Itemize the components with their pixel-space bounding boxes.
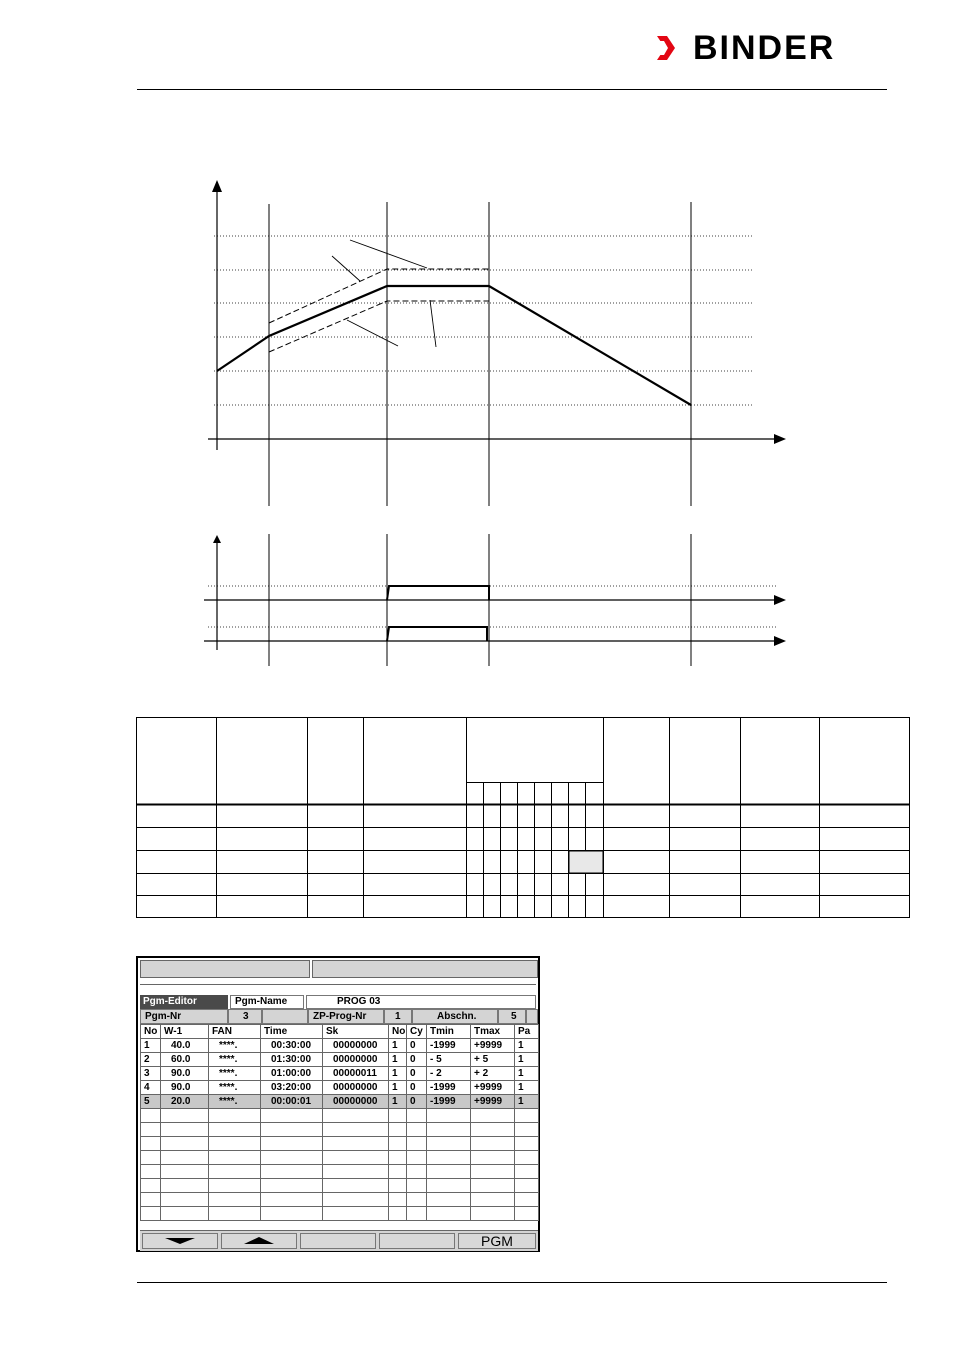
pgm-button-label: PGM (481, 1233, 513, 1249)
table-cell[interactable]: -1999 (427, 1081, 471, 1095)
table-cell[interactable] (323, 1109, 389, 1123)
table-cell[interactable] (261, 1179, 323, 1193)
table-row-empty[interactable] (141, 1179, 539, 1193)
segment-table (140, 1024, 538, 1224)
pgm-name-label: Pgm-Name (230, 995, 304, 1009)
table-cell[interactable] (209, 1179, 261, 1193)
table-cell[interactable]: -1999 (427, 1095, 471, 1109)
table-cell[interactable]: - 5 (427, 1053, 471, 1067)
table-cell[interactable] (515, 1151, 539, 1165)
table-row-empty[interactable] (141, 1165, 539, 1179)
table-cell[interactable] (389, 1207, 407, 1221)
table-cell[interactable]: 1 (389, 1095, 407, 1109)
column-header: Cy (407, 1025, 427, 1039)
table-cell[interactable] (427, 1193, 471, 1207)
table-cell[interactable] (407, 1109, 427, 1123)
table-cell[interactable]: 00000000 (323, 1039, 389, 1053)
table-cell[interactable]: 1 (515, 1053, 539, 1067)
tolerance-band (269, 269, 489, 352)
table-cell[interactable] (471, 1137, 515, 1151)
table-cell[interactable] (471, 1179, 515, 1193)
table-cell[interactable] (261, 1151, 323, 1165)
table-cell[interactable] (141, 1151, 161, 1165)
table-cell[interactable]: 3 (141, 1067, 161, 1081)
program-table-empty (136, 717, 910, 918)
table-cell[interactable]: ****. (209, 1081, 261, 1095)
table-cell[interactable] (471, 1193, 515, 1207)
table-cell[interactable] (261, 1165, 323, 1179)
arrow-down-icon (165, 1234, 195, 1246)
channel-2-arrow-icon (774, 636, 786, 646)
table-row-empty[interactable] (141, 1151, 539, 1165)
table-cell[interactable] (141, 1123, 161, 1137)
table-cell[interactable] (323, 1179, 389, 1193)
table-row[interactable] (141, 1081, 539, 1095)
table-row-empty[interactable] (141, 1193, 539, 1207)
column-header: W-1 (161, 1025, 209, 1039)
table-cell[interactable]: 1 (515, 1095, 539, 1109)
table-cell[interactable] (471, 1207, 515, 1221)
table-cell[interactable] (515, 1179, 539, 1193)
table-cell[interactable] (515, 1137, 539, 1151)
table-cell[interactable] (323, 1137, 389, 1151)
brand-name: BINDER (693, 29, 836, 67)
table-cell[interactable]: 00000000 (323, 1053, 389, 1067)
table-cell[interactable] (209, 1193, 261, 1207)
table-row[interactable] (141, 1053, 539, 1067)
table-cell[interactable] (515, 1165, 539, 1179)
table-row[interactable] (141, 1039, 539, 1053)
table-cell[interactable] (141, 1137, 161, 1151)
pgm-nr-field[interactable]: 3 (228, 1009, 262, 1024)
table-cell[interactable]: -1999 (427, 1039, 471, 1053)
table-cell[interactable]: 40.0 (161, 1039, 209, 1053)
table-cell[interactable]: + 5 (471, 1053, 515, 1067)
table-cell[interactable]: 00000000 (323, 1095, 389, 1109)
table-cell[interactable] (389, 1123, 407, 1137)
table-cell[interactable] (161, 1165, 209, 1179)
table-cell[interactable]: +9999 (471, 1081, 515, 1095)
table-cell[interactable]: 1 (389, 1081, 407, 1095)
table-cell[interactable]: ****. (209, 1039, 261, 1053)
column-header: Tmax (471, 1025, 515, 1039)
table-cell[interactable] (323, 1193, 389, 1207)
table-cell[interactable]: 60.0 (161, 1053, 209, 1067)
table-cell[interactable] (389, 1179, 407, 1193)
table-cell[interactable] (407, 1137, 427, 1151)
table-row-empty[interactable] (141, 1207, 539, 1221)
table-row-empty[interactable] (141, 1137, 539, 1151)
title-bar-left (140, 960, 310, 978)
table-cell[interactable] (515, 1109, 539, 1123)
program-editor-screen (136, 956, 540, 1252)
table-cell[interactable] (161, 1109, 209, 1123)
table-cell[interactable]: 5 (141, 1095, 161, 1109)
pgm-button[interactable] (458, 1233, 536, 1249)
table-shaded-cell (569, 851, 603, 873)
table-cell[interactable]: 0 (407, 1039, 427, 1053)
table-cell[interactable]: 90.0 (161, 1081, 209, 1095)
table-cell[interactable] (389, 1151, 407, 1165)
table-cell[interactable] (141, 1165, 161, 1179)
title-bar-right (312, 960, 538, 978)
table-cell[interactable] (141, 1179, 161, 1193)
table-cell[interactable]: 1 (515, 1039, 539, 1053)
table-cell[interactable] (261, 1193, 323, 1207)
column-header: Pa (515, 1025, 539, 1039)
scroll-up-button[interactable] (221, 1233, 297, 1249)
table-cell[interactable]: 00:30:00 (261, 1039, 323, 1053)
table-cell[interactable] (209, 1137, 261, 1151)
table-cell[interactable]: 00:00:01 (261, 1095, 323, 1109)
separator (140, 984, 536, 985)
table-cell[interactable] (471, 1165, 515, 1179)
table-cell[interactable] (515, 1123, 539, 1137)
column-header: Time (261, 1025, 323, 1039)
table-cell[interactable] (261, 1109, 323, 1123)
table-cell[interactable]: 1 (389, 1053, 407, 1067)
table-cell[interactable] (323, 1151, 389, 1165)
table-row-empty[interactable] (141, 1123, 539, 1137)
abschn-spacer (526, 1009, 538, 1024)
table-cell[interactable] (389, 1109, 407, 1123)
table-cell[interactable] (427, 1179, 471, 1193)
table-cell[interactable]: + 2 (471, 1067, 515, 1081)
table-cell[interactable] (471, 1109, 515, 1123)
function-button-4[interactable] (379, 1233, 455, 1249)
table-cell[interactable]: 4 (141, 1081, 161, 1095)
table-cell[interactable] (161, 1193, 209, 1207)
table-cell[interactable]: 90.0 (161, 1067, 209, 1081)
table-cell[interactable] (209, 1151, 261, 1165)
column-header: No (389, 1025, 407, 1039)
column-header: FAN (209, 1025, 261, 1039)
table-cell[interactable] (407, 1179, 427, 1193)
table-cell[interactable] (323, 1123, 389, 1137)
switching-channel-diagram (200, 530, 800, 670)
table-cell[interactable] (389, 1165, 407, 1179)
function-button-3[interactable] (300, 1233, 376, 1249)
table-row[interactable] (141, 1067, 539, 1081)
table-cell[interactable] (427, 1207, 471, 1221)
table-cell[interactable] (407, 1165, 427, 1179)
table-cell[interactable]: ****. (209, 1095, 261, 1109)
table-cell[interactable]: ****. (209, 1053, 261, 1067)
table-cell[interactable]: 01:30:00 (261, 1053, 323, 1067)
pgm-name-field[interactable]: PROG 03 (306, 995, 536, 1009)
setpoint-gridlines (214, 236, 753, 405)
table-cell[interactable]: - 2 (427, 1067, 471, 1081)
channel-1-arrow-icon (774, 595, 786, 605)
table-cell[interactable]: ****. (209, 1067, 261, 1081)
table-cell[interactable] (161, 1207, 209, 1221)
table-cell[interactable]: 1 (141, 1039, 161, 1053)
table-cell[interactable]: 01:00:00 (261, 1067, 323, 1081)
table-cell[interactable] (261, 1137, 323, 1151)
table-cell[interactable] (141, 1109, 161, 1123)
table-cell[interactable] (141, 1207, 161, 1221)
binder-logo (655, 28, 890, 68)
annotation-pointers (332, 240, 436, 347)
table-cell[interactable] (427, 1137, 471, 1151)
table-cell[interactable]: 1 (389, 1039, 407, 1053)
table-cell[interactable] (407, 1193, 427, 1207)
table-cell[interactable] (427, 1123, 471, 1137)
footer-rule (137, 1282, 887, 1283)
table-cell[interactable] (161, 1179, 209, 1193)
zp-prog-nr-label: ZP-Prog-Nr (308, 1009, 384, 1024)
table-cell[interactable]: 00000000 (323, 1081, 389, 1095)
table-cell[interactable]: 1 (389, 1067, 407, 1081)
table-cell[interactable]: 0 (407, 1067, 427, 1081)
table-cell[interactable]: +9999 (471, 1039, 515, 1053)
zp-prog-nr-field[interactable]: 1 (384, 1009, 412, 1024)
table-cell[interactable] (407, 1207, 427, 1221)
table-cell[interactable]: 2 (141, 1053, 161, 1067)
scroll-down-button[interactable] (142, 1233, 218, 1249)
table-row[interactable] (141, 1095, 539, 1109)
table-cell[interactable] (209, 1207, 261, 1221)
abschn-field[interactable]: 5 (498, 1009, 526, 1024)
table-cell[interactable] (427, 1109, 471, 1123)
table-cell[interactable] (161, 1123, 209, 1137)
table-cell[interactable] (515, 1193, 539, 1207)
column-header: Tmin (427, 1025, 471, 1039)
x-axis-arrow-icon (774, 434, 786, 444)
column-header: Sk (323, 1025, 389, 1039)
header-rule (137, 89, 887, 90)
editor-label: Pgm-Editor (140, 995, 228, 1009)
table-cell[interactable] (261, 1207, 323, 1221)
button-bar (140, 1230, 538, 1251)
abschn-label: Abschn. (412, 1009, 498, 1024)
table-cell[interactable] (407, 1151, 427, 1165)
setpoint-profile (217, 286, 691, 405)
table-cell[interactable]: 0 (407, 1053, 427, 1067)
table-cell[interactable] (471, 1151, 515, 1165)
table-cell[interactable] (209, 1165, 261, 1179)
pgm-nr-label: Pgm-Nr (140, 1009, 228, 1024)
table-cell[interactable] (389, 1137, 407, 1151)
channel-1-signal (387, 586, 489, 600)
table-cell[interactable] (389, 1193, 407, 1207)
table-cell[interactable] (161, 1137, 209, 1151)
table-cell[interactable] (209, 1123, 261, 1137)
table-cell[interactable] (323, 1165, 389, 1179)
column-header: No (141, 1025, 161, 1039)
table-cell[interactable] (261, 1123, 323, 1137)
table-cell[interactable]: 0 (407, 1095, 427, 1109)
channel-2-signal (387, 627, 487, 641)
table-cell[interactable] (209, 1109, 261, 1123)
arrow-up-icon (244, 1234, 274, 1246)
pgm-nr-spacer (262, 1009, 308, 1024)
section-lines (269, 202, 691, 506)
table-cell[interactable]: 0 (407, 1081, 427, 1095)
table-cell[interactable]: 00000011 (323, 1067, 389, 1081)
segment-table-header (141, 1025, 539, 1039)
table-cell[interactable] (323, 1207, 389, 1221)
table-cell[interactable]: 1 (515, 1067, 539, 1081)
table-cell[interactable] (427, 1151, 471, 1165)
table-cell[interactable] (471, 1123, 515, 1137)
table-cell[interactable]: 1 (515, 1081, 539, 1095)
table-cell[interactable]: +9999 (471, 1095, 515, 1109)
table-cell[interactable] (141, 1193, 161, 1207)
y-axis-arrow-icon (213, 535, 221, 543)
binder-logo-mark-icon (655, 30, 685, 66)
table-cell[interactable] (427, 1165, 471, 1179)
y-axis-arrow-icon (212, 180, 222, 192)
table-cell[interactable]: 20.0 (161, 1095, 209, 1109)
table-cell[interactable] (161, 1151, 209, 1165)
table-cell[interactable] (407, 1123, 427, 1137)
table-row-empty[interactable] (141, 1109, 539, 1123)
table-cell[interactable] (515, 1207, 539, 1221)
table-cell[interactable]: 03:20:00 (261, 1081, 323, 1095)
setpoint-diagram (200, 170, 800, 510)
